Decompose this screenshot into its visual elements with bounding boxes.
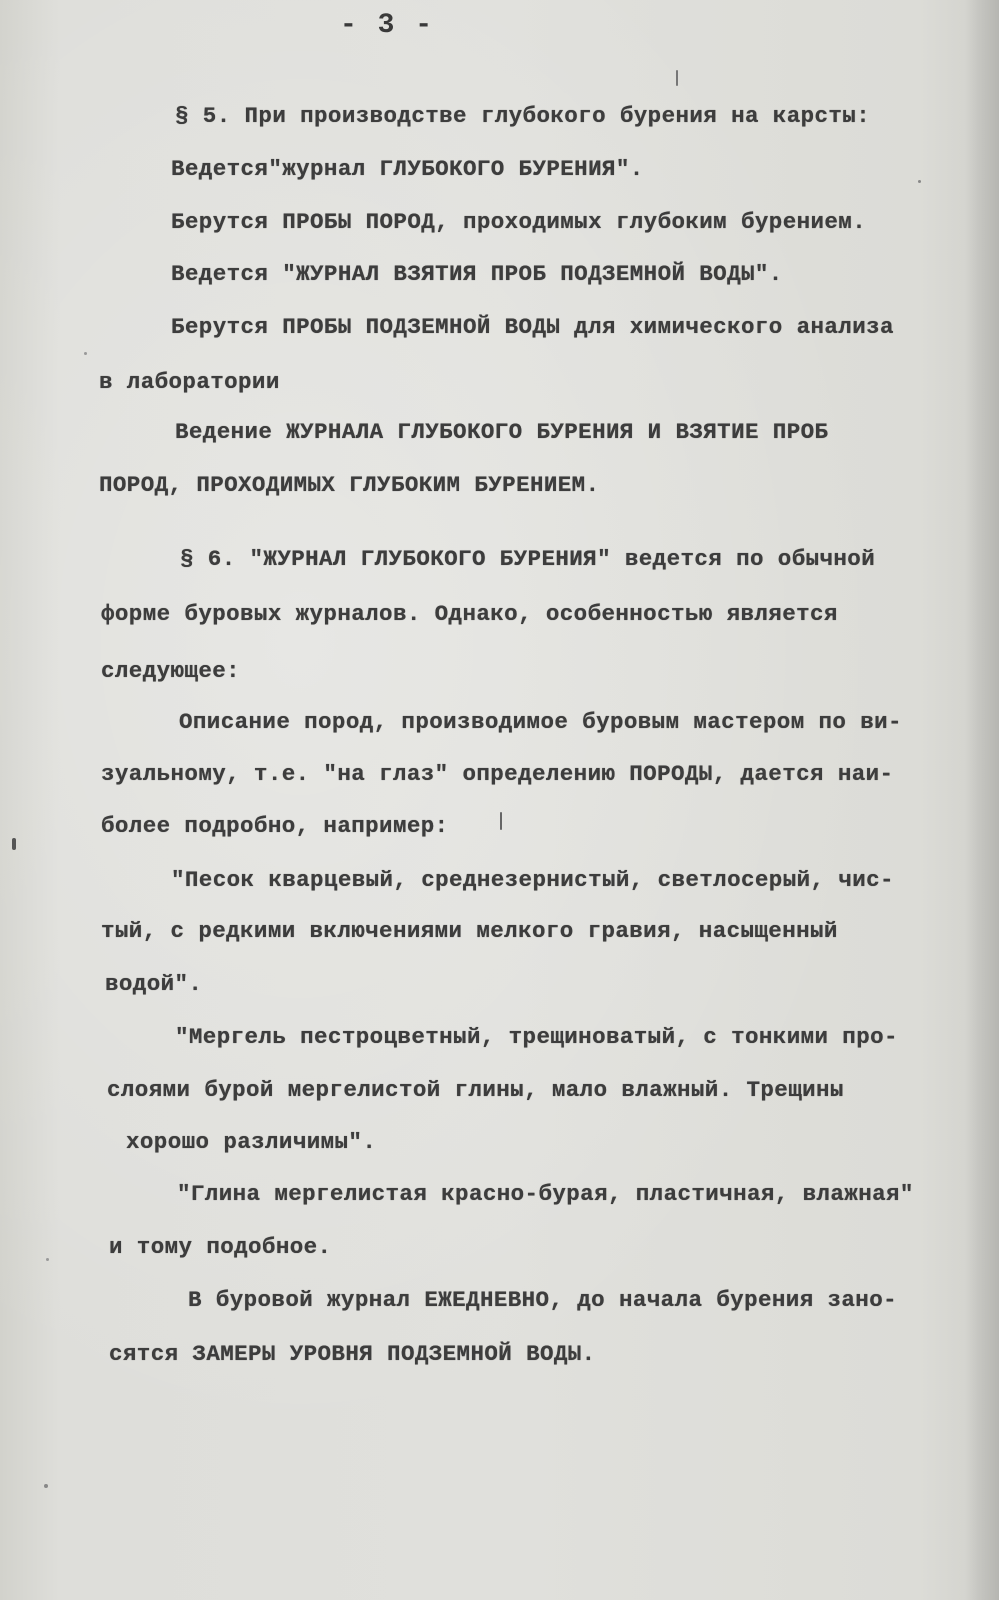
paper-speck bbox=[44, 1484, 48, 1488]
text-line: и тому подобное. bbox=[109, 1234, 332, 1260]
text-line: более подробно, например: bbox=[101, 813, 449, 839]
text-line: "Песок кварцевый, среднезернистый, светлосерый, чис- bbox=[171, 867, 894, 893]
text-line: водой". bbox=[105, 971, 203, 997]
text-line: форме буровых журналов. Однако, особенностью является bbox=[101, 601, 838, 627]
text-line: слоями бурой мергелистой глины, мало влажный. Трещины bbox=[107, 1077, 844, 1103]
text-line: тый, с редкими включениями мелкого гравия, насыщенный bbox=[101, 918, 838, 944]
text-line: § 6. "ЖУРНАЛ ГЛУБОКОГО БУРЕНИЯ" ведется по обычной bbox=[180, 546, 876, 572]
text-line: "Мергель пестроцветный, трещиноватый, с тонкими про- bbox=[175, 1024, 898, 1050]
text-line: В буровой журнал ЕЖЕДНЕВНО, до начала бурения зано- bbox=[188, 1287, 898, 1313]
text-line: Берутся ПРОБЫ ПОРОД, проходимых глубоким бурением. bbox=[171, 209, 867, 235]
text-line: Ведение ЖУРНАЛА ГЛУБОКОГО БУРЕНИЯ И ВЗЯТИЕ ПРОБ bbox=[175, 419, 829, 445]
paper-speck bbox=[12, 838, 16, 850]
text-line: § 5. При производстве глубокого бурения на карсты: bbox=[175, 103, 871, 129]
paper-speck bbox=[500, 812, 502, 830]
paper-speck bbox=[918, 180, 921, 183]
text-line: "Глина мергелистая красно-бурая, пластичная, влажная" bbox=[177, 1181, 914, 1207]
text-line: в лаборатории bbox=[99, 369, 280, 395]
page-edge-shadow bbox=[965, 0, 999, 1600]
text-line: хорошо различимы". bbox=[126, 1129, 377, 1155]
text-line: следующее: bbox=[101, 658, 241, 684]
paper-speck bbox=[46, 1258, 49, 1261]
text-line: Ведется"журнал ГЛУБОКОГО БУРЕНИЯ". bbox=[171, 156, 644, 182]
paper-speck bbox=[84, 352, 87, 355]
text-line: зуальному, т.е. "на глаз" определению ПОРОДЫ, дается наи- bbox=[101, 761, 894, 787]
text-line: Описание пород, производимое буровым мастером по ви- bbox=[179, 709, 902, 735]
text-line: ПОРОД, ПРОХОДИМЫХ ГЛУБОКИМ БУРЕНИЕМ. bbox=[99, 472, 600, 498]
paper-speck bbox=[676, 70, 678, 86]
page-number: - 3 - bbox=[340, 10, 435, 41]
text-line: Ведется "ЖУРНАЛ ВЗЯТИЯ ПРОБ ПОДЗЕМНОЙ ВОДЫ". bbox=[171, 261, 783, 287]
text-line: Берутся ПРОБЫ ПОДЗЕМНОЙ ВОДЫ для химического анализа bbox=[171, 314, 894, 340]
text-line: сятся ЗАМЕРЫ УРОВНЯ ПОДЗЕМНОЙ ВОДЫ. bbox=[109, 1341, 596, 1367]
